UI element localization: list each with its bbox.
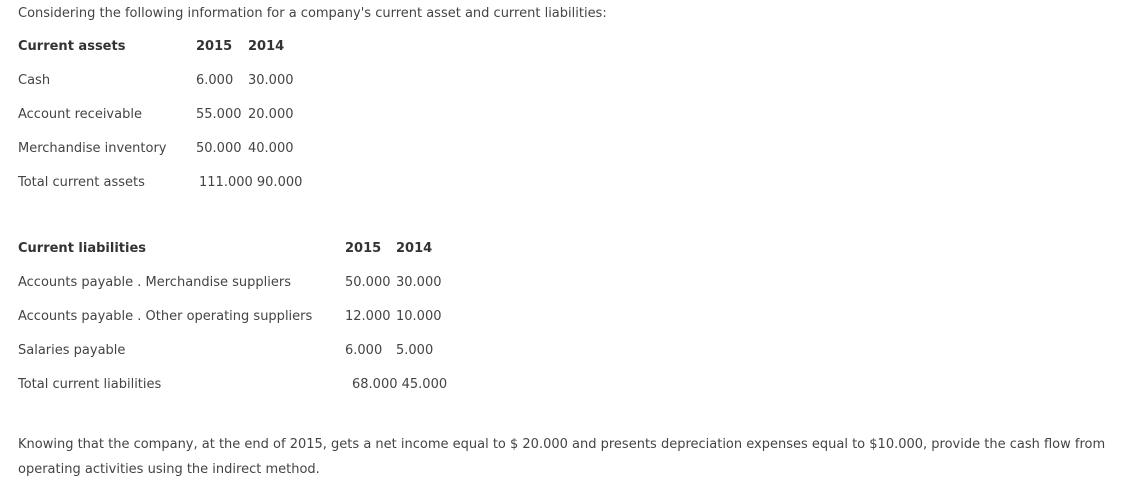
liability-row-2014-value: 30.000	[396, 275, 442, 290]
liabilities-total-values: 68.000 45.000	[352, 377, 448, 392]
asset-row-label: Account receivable	[18, 107, 142, 122]
assets-header: Current assets	[18, 39, 126, 54]
liability-row-label: Accounts payable . Merchandise suppliers	[18, 275, 292, 290]
asset-row-2014-value: 40.000	[248, 141, 294, 156]
liability-row-2014-value: 5.000	[396, 343, 434, 358]
liabilities-year-2014: 2014	[396, 241, 433, 256]
liability-row-2015-value: 12.000	[345, 309, 391, 324]
liability-row-2014-value: 10.000	[396, 309, 442, 324]
liabilities-year-2015: 2015	[345, 241, 382, 256]
liabilities-total-label: Total current liabilities	[18, 377, 162, 392]
liability-row-label: Accounts payable . Other operating suppliers	[18, 309, 313, 324]
asset-row-2015-value: 50.000	[196, 141, 242, 156]
asset-row-2014-value: 20.000	[248, 107, 294, 122]
asset-row-2014-value: 30.000	[248, 73, 294, 88]
intro-text: Considering the following information for a company's current asset and current liabilities:	[18, 6, 607, 21]
asset-row-label: Cash	[18, 73, 51, 88]
liability-row-label: Salaries payable	[18, 343, 126, 358]
liability-row-2015-value: 6.000	[345, 343, 383, 358]
assets-total-values: 111.000 90.000	[199, 175, 303, 190]
liabilities-header: Current liabilities	[18, 241, 147, 256]
asset-row-label: Merchandise inventory	[18, 141, 167, 156]
assets-total-label: Total current assets	[18, 175, 145, 190]
assets-year-2014: 2014	[248, 39, 285, 54]
asset-row-2015-value: 55.000	[196, 107, 242, 122]
asset-row-2015-value: 6.000	[196, 73, 234, 88]
assets-year-2015: 2015	[196, 39, 233, 54]
question-text: Knowing that the company, at the end of 2015, gets a net income equal to $ 20.000 and presents depreciation expenses equal to $10.000, provide the cash flow from operating activities using the indirect method.	[18, 437, 1106, 477]
liability-row-2015-value: 50.000	[345, 275, 391, 290]
